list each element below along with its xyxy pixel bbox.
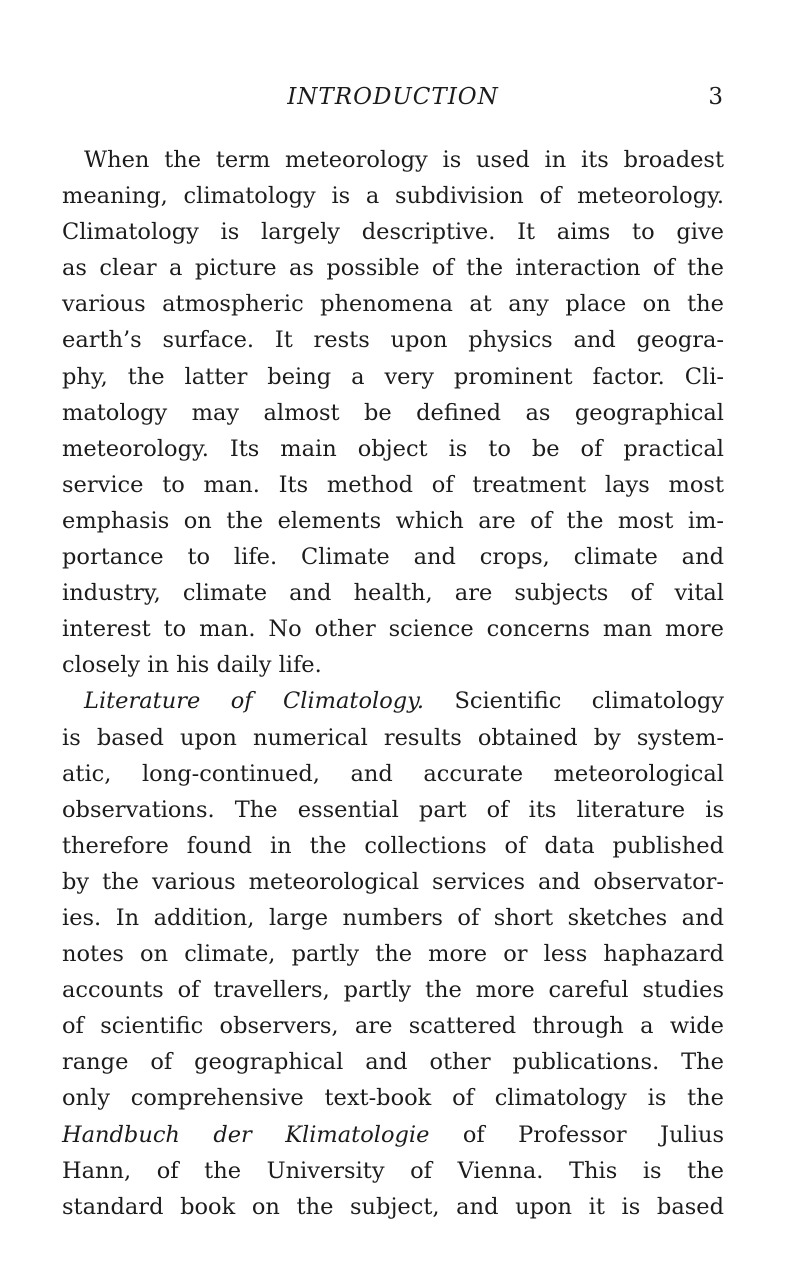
text-line: atic, long-continued, and accurate meteorological: [62, 760, 724, 787]
body-text: [62, 142, 724, 1225]
text-line: is based upon numerical results obtained by system-: [62, 724, 724, 751]
text-line: accounts of travellers, partly the more careful studies: [62, 977, 724, 1004]
text-line: meteorology. Its main object is to be of practical: [62, 435, 724, 462]
text-line: various atmospheric phenomena at any place on the: [62, 291, 724, 318]
text-fragment: of Professor Julius: [462, 1121, 724, 1148]
text-line: Climatology is largely descriptive. It aims to give: [62, 219, 724, 246]
text-line: emphasis on the elements which are of the most im-: [62, 507, 724, 534]
section-heading: Literature of Climatology.: [84, 688, 425, 715]
text-line: [62, 1117, 724, 1153]
text-line: range of geographical and other publications. The: [62, 1049, 724, 1076]
text-line: phy, the latter being a very prominent factor. Cli-: [62, 363, 724, 390]
text-line: interest to man. No other science concerns man more: [62, 616, 724, 643]
text-line: When the term meteorology is used in its broadest: [84, 147, 724, 173]
text-line: matology may almost be defined as geographical: [62, 399, 724, 426]
running-title: INTRODUCTION: [287, 84, 499, 110]
text-line: notes on climate, partly the more or less haphazard: [62, 941, 724, 968]
book-title: Handbuch der Klimatologie: [62, 1121, 430, 1148]
text-line: standard book on the subject, and upon it is based: [62, 1193, 724, 1220]
text-fragment: Scientific climatology: [454, 688, 724, 715]
paragraph-2: [62, 683, 724, 1224]
text-line: earth’s surface. It rests upon physics and geogra-: [62, 327, 724, 354]
text-line: only comprehensive text-book of climatology is the: [62, 1085, 724, 1112]
book-page: [62, 84, 724, 1225]
text-line: service to man. Its method of treatment lays most: [62, 471, 724, 498]
paragraph-1: [62, 142, 724, 683]
text-line: of scientific observers, are scattered through a wide: [62, 1013, 724, 1040]
text-line: therefore found in the collections of data published: [62, 832, 724, 859]
text-line: [62, 683, 724, 719]
text-line: Hann, of the University of Vienna. This is the: [62, 1157, 724, 1184]
text-line: portance to life. Climate and crops, climate and: [62, 544, 724, 571]
text-line: by the various meteorological services and observator-: [62, 868, 724, 895]
text-line: meaning, climatology is a subdivision of meteorology.: [62, 183, 724, 210]
text-line: observations. The essential part of its literature is: [62, 796, 724, 823]
text-line: ies. In addition, large numbers of short sketches and: [62, 904, 724, 931]
running-head: [62, 84, 724, 124]
text-line: closely in his daily life.: [62, 652, 322, 679]
text-line: industry, climate and health, are subjects of vital: [62, 580, 724, 607]
text-line: as clear a picture as possible of the interaction of the: [62, 255, 724, 282]
page-number: 3: [708, 84, 724, 110]
